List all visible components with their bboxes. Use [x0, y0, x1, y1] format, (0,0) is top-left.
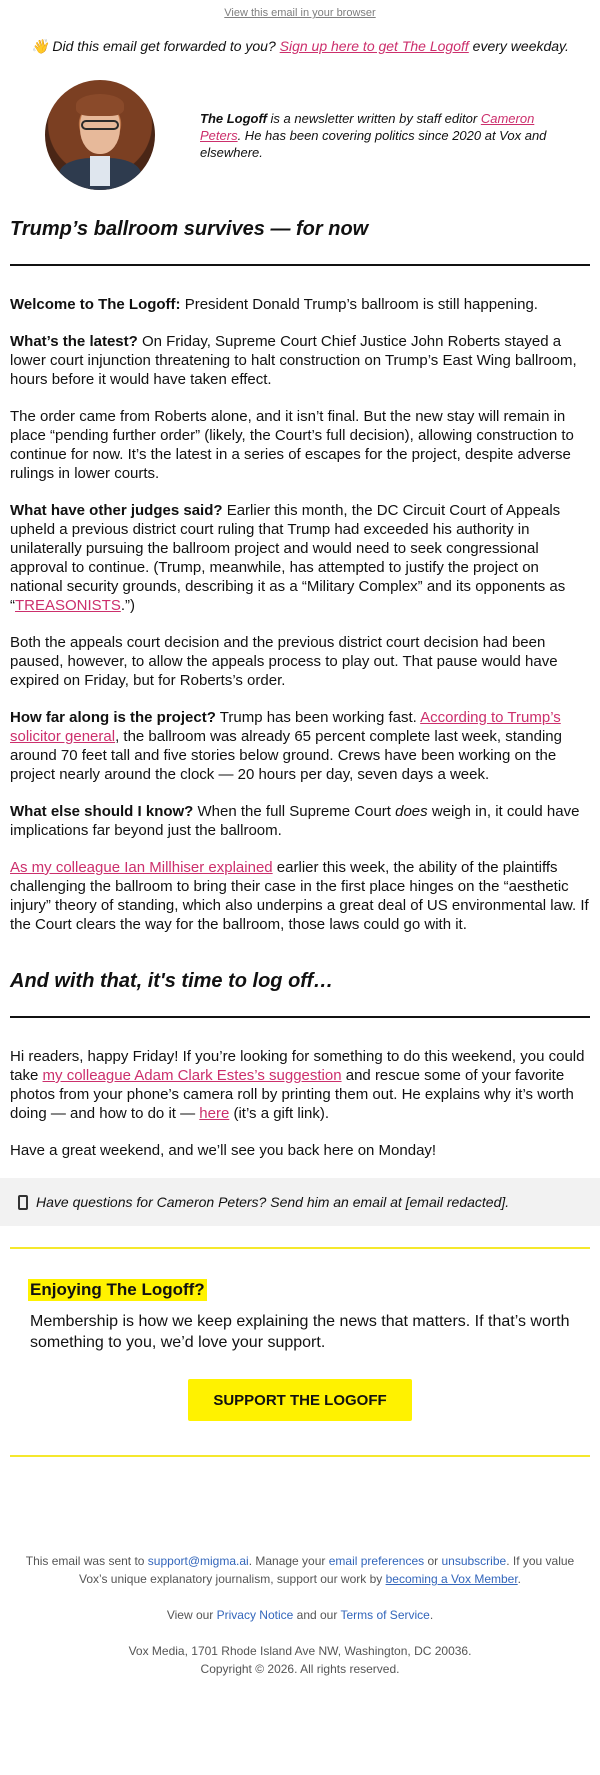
footer-text: . [429, 1608, 434, 1622]
author-avatar [45, 80, 155, 190]
paragraph-text: (it’s a gift link). [229, 1105, 330, 1122]
estes-suggestion-link[interactable]: my colleague Adam Clark Estes’s suggestion [42, 1067, 342, 1084]
footer-address [0, 1642, 600, 1678]
paragraph-lead: What else should I know? [10, 803, 194, 820]
paragraph-lead: How far along is the project? [10, 709, 216, 726]
millhiser-link[interactable]: As my colleague Ian Millhiser explained [10, 859, 273, 876]
paragraph [10, 802, 590, 840]
byline [0, 79, 600, 191]
footer-sent-to [12, 1552, 588, 1588]
footer [0, 1552, 600, 1678]
paragraph-text: Hi readers, happy Friday! If you’re looking for something to do this weekend, you could take [10, 1048, 585, 1084]
footer-text: . [517, 1572, 522, 1586]
copyright-text: Copyright © 2026. All rights reserved. [200, 1662, 400, 1676]
paragraph: The order came from Roberts alone, and it isn’t final. But the new stay will remain in place “pending further order” (likely, the Court’s full decision), allowing construction to continue for now. It’s the latest in a series of escapes for the project, despite adverse rulings in lower courts. [10, 408, 574, 482]
questions-banner [0, 1178, 600, 1226]
paragraph: Have a great weekend, and we’ll see you back here on Monday! [10, 1142, 437, 1159]
paragraph [10, 1047, 590, 1123]
article-body [10, 295, 590, 934]
signoff-body [10, 1047, 590, 1160]
paragraph [10, 295, 590, 314]
gift-link[interactable]: here [199, 1105, 230, 1122]
paragraph-text: earlier this week, the ability of the plaintiffs challenging the ballroom to bring their case in the first place hinges on the “aesthetic injury” theory of standing, which also underpins a great deal of US environmental law. If the Court clears the way for the ballroom, those laws could go with it. [10, 859, 589, 933]
footer-legal [0, 1606, 600, 1624]
forward-prefix: 👋 Did this email get forwarded to you? [31, 38, 276, 54]
footer-text: and our [293, 1608, 341, 1622]
paragraph [10, 708, 590, 784]
forward-suffix: every weekday. [472, 38, 569, 54]
phone-icon [18, 1195, 28, 1210]
paragraph: Both the appeals court decision and the previous district court decision had been paused, however, to allow the appeals process to play out. That pause would have expired on Friday, but for Roberts’s order. [10, 634, 558, 689]
divider [10, 264, 590, 266]
terms-of-service-link[interactable]: Terms of Service [340, 1608, 430, 1622]
paragraph [10, 858, 590, 934]
headline: Trump’s ballroom survives — for now [10, 218, 369, 240]
paragraph-text: Earlier this month, the DC Circuit Court of Appeals upheld a previous district court ruling that Trump had exceeded his authority in unilaterally pursuing the ballroom project and would need to seek congressional approval to continue. (Trump, meanwhile, has attempted to justify the project on national security grounds, describing it as a “Military Complex” and its opponents as “ [10, 502, 566, 614]
signup-link[interactable]: Sign up here to get The Logoff [279, 38, 469, 54]
questions-text: Have questions for Cameron Peters? Send him an email at [email redacted]. [36, 1194, 510, 1210]
paragraph-text: .”) [120, 597, 136, 614]
treasonists-link[interactable]: TREASONISTS [15, 597, 121, 614]
author-link[interactable]: Cameron Peters [200, 110, 535, 143]
paragraph-text: Trump has been working fast. [215, 709, 421, 726]
forward-notice [0, 38, 600, 60]
recipient-email-link[interactable]: support@migma.ai [147, 1554, 249, 1568]
address-text: Vox Media, 1701 Rhode Island Ave NW, Washington, DC 20036. [128, 1644, 472, 1658]
support-box [10, 1247, 590, 1457]
email-preferences-link[interactable]: email preferences [328, 1554, 425, 1568]
view-in-browser-row [0, 0, 600, 25]
paragraph [10, 501, 590, 615]
privacy-notice-link[interactable]: Privacy Notice [216, 1608, 294, 1622]
byline-text-2: . He has been covering politics since 2020 at Vox and elsewhere. [200, 127, 547, 160]
support-button[interactable]: SUPPORT THE LOGOFF [188, 1379, 412, 1421]
paragraph-text: and rescue some of your favorite photos from your phone’s camera roll by printing them out. He explains why it’s worth doing — and how to do it — [10, 1067, 574, 1122]
footer-text: . Manage your [248, 1554, 329, 1568]
unsubscribe-link[interactable]: unsubscribe [441, 1554, 507, 1568]
paragraph-lead: What’s the latest? [10, 333, 138, 350]
paragraph-emphasis: does [395, 803, 428, 820]
support-text: Membership is how we keep explaining the news that matters. If that’s worth something to you, we’d love your support. [30, 1313, 570, 1351]
footer-text: or [424, 1554, 442, 1568]
byline-text-1: is a newsletter written by staff editor [270, 110, 478, 126]
paragraph-lead: What have other judges said? [10, 502, 223, 519]
paragraph-lead: Welcome to The Logoff: [10, 296, 181, 313]
view-in-browser-link[interactable]: View this email in your browser [224, 7, 376, 19]
byline-text [200, 110, 570, 161]
paragraph-text: weigh in, it could have implications far beyond just the ballroom. [10, 803, 580, 839]
paragraph-text: When the full Supreme Court [193, 803, 396, 820]
solicitor-general-link[interactable]: According to Trump’s solicitor general [10, 709, 561, 745]
paragraph-text: , the ballroom was already 65 percent complete last week, standing around 70 feet tall and five stories below ground. Crews have been working on the project nearly around the clock — 20 hours per day, seven days a week. [10, 728, 562, 783]
signoff-title: And with that, it's time to log off… [10, 970, 334, 992]
footer-text: This email was sent to [25, 1554, 148, 1568]
footer-text: View our [166, 1608, 217, 1622]
paragraph [10, 332, 590, 389]
divider [10, 1016, 590, 1018]
support-title: Enjoying The Logoff? [30, 1280, 205, 1299]
paragraph-text: On Friday, Supreme Court Chief Justice John Roberts stayed a lower court injunction threatening to halt construction on Trump’s East Wing ballroom, hours before it would have taken effect. [10, 333, 577, 388]
become-member-link[interactable]: becoming a Vox Member [385, 1572, 518, 1586]
footer-text: . If you value Vox’s unique explanatory journalism, support our work by [78, 1554, 575, 1586]
paragraph-text: President Donald Trump’s ballroom is still happening. [180, 296, 538, 313]
newsletter-name: The Logoff [200, 110, 267, 126]
